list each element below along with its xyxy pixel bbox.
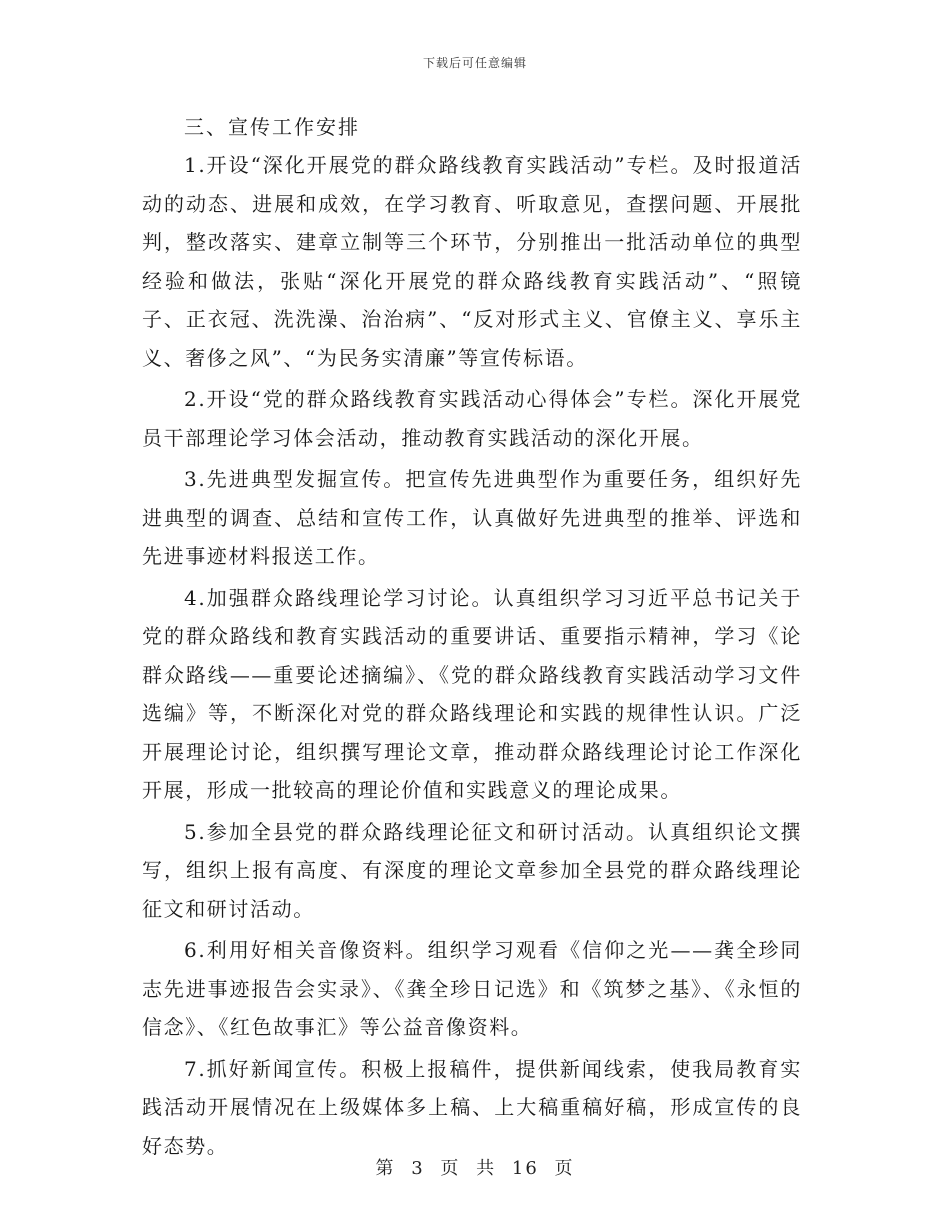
paragraph-5: 5.参加全县党的群众路线理论征文和研讨活动。认真组织论文撰写，组织上报有高度、有深度的理论文章参加全县党的群众路线理论征文和研讨活动。 [142, 819, 802, 921]
footer-suffix: 页 [554, 1158, 575, 1179]
paragraph-3: 3.先进典型发掘宣传。把宣传先进典型作为重要任务，组织好先进典型的调查、总结和宣传工作，认真做好先进典型的推举、评选和先进事迹材料报送工作。 [142, 467, 802, 568]
footer-page-word: 页 [440, 1158, 461, 1179]
section-heading: 三、宣传工作安排 [184, 115, 360, 139]
paragraph-2: 2.开设“党的群众路线教育实践活动心得体会”专栏。深化开展党员干部理论学习体会活动，推动教育实践活动的深化开展。 [142, 387, 802, 450]
page-footer [0, 1154, 950, 1180]
current-page-number: 3 [411, 1158, 425, 1179]
document-body [142, 108, 802, 1168]
total-pages-number: 16 [511, 1158, 539, 1179]
paragraph-1: 1.开设“深化开展党的群众路线教育实践活动”专栏。及时报道活动的动态、进展和成效，在学习教育、听取意见，查摆问题、开展批判，整改落实、建章立制等三个环节，分别推出一批活动单位的典型经验和做法，张贴“深化开展党的群众路线教育实践活动”、“照镜子、正衣冠、洗洗澡、治治病”、“反对形式主义、官僚主义、享乐主义、奢侈之风”、“为民务实清廉”等宣传标语。 [142, 153, 802, 370]
footer-total-word: 共 [476, 1158, 497, 1179]
paragraph-7: 7.抓好新闻宣传。积极上报稿件，提供新闻线索，使我局教育实践活动开展情况在上级媒体多上稿、上大稿重稿好稿，形成宣传的良好态势。 [142, 1056, 802, 1158]
header-note: 下载后可任意编辑 [422, 56, 527, 70]
paragraph-4: 4.加强群众路线理论学习讨论。认真组织学习习近平总书记关于党的群众路线和教育实践活动的重要讲话、重要指示精神，学习《论群众路线——重要论述摘编》、《党的群众路线教育实践活动学习文件选编》等，不断深化对党的群众路线理论和实践的规律性认识。广泛开展理论讨论，组织撰写理论文章，推动群众路线理论讨论工作深化开展，形成一批较高的理论价值和实践意义的理论成果。 [142, 585, 802, 802]
footer-prefix: 第 [375, 1158, 396, 1179]
paragraph-6: 6.利用好相关音像资料。组织学习观看《信仰之光——龚全珍同志先进事迹报告会实录》、《龚全珍日记选》和《筑梦之基》、《永恒的信念》、《红色故事汇》等公益音像资料。 [142, 938, 802, 1039]
